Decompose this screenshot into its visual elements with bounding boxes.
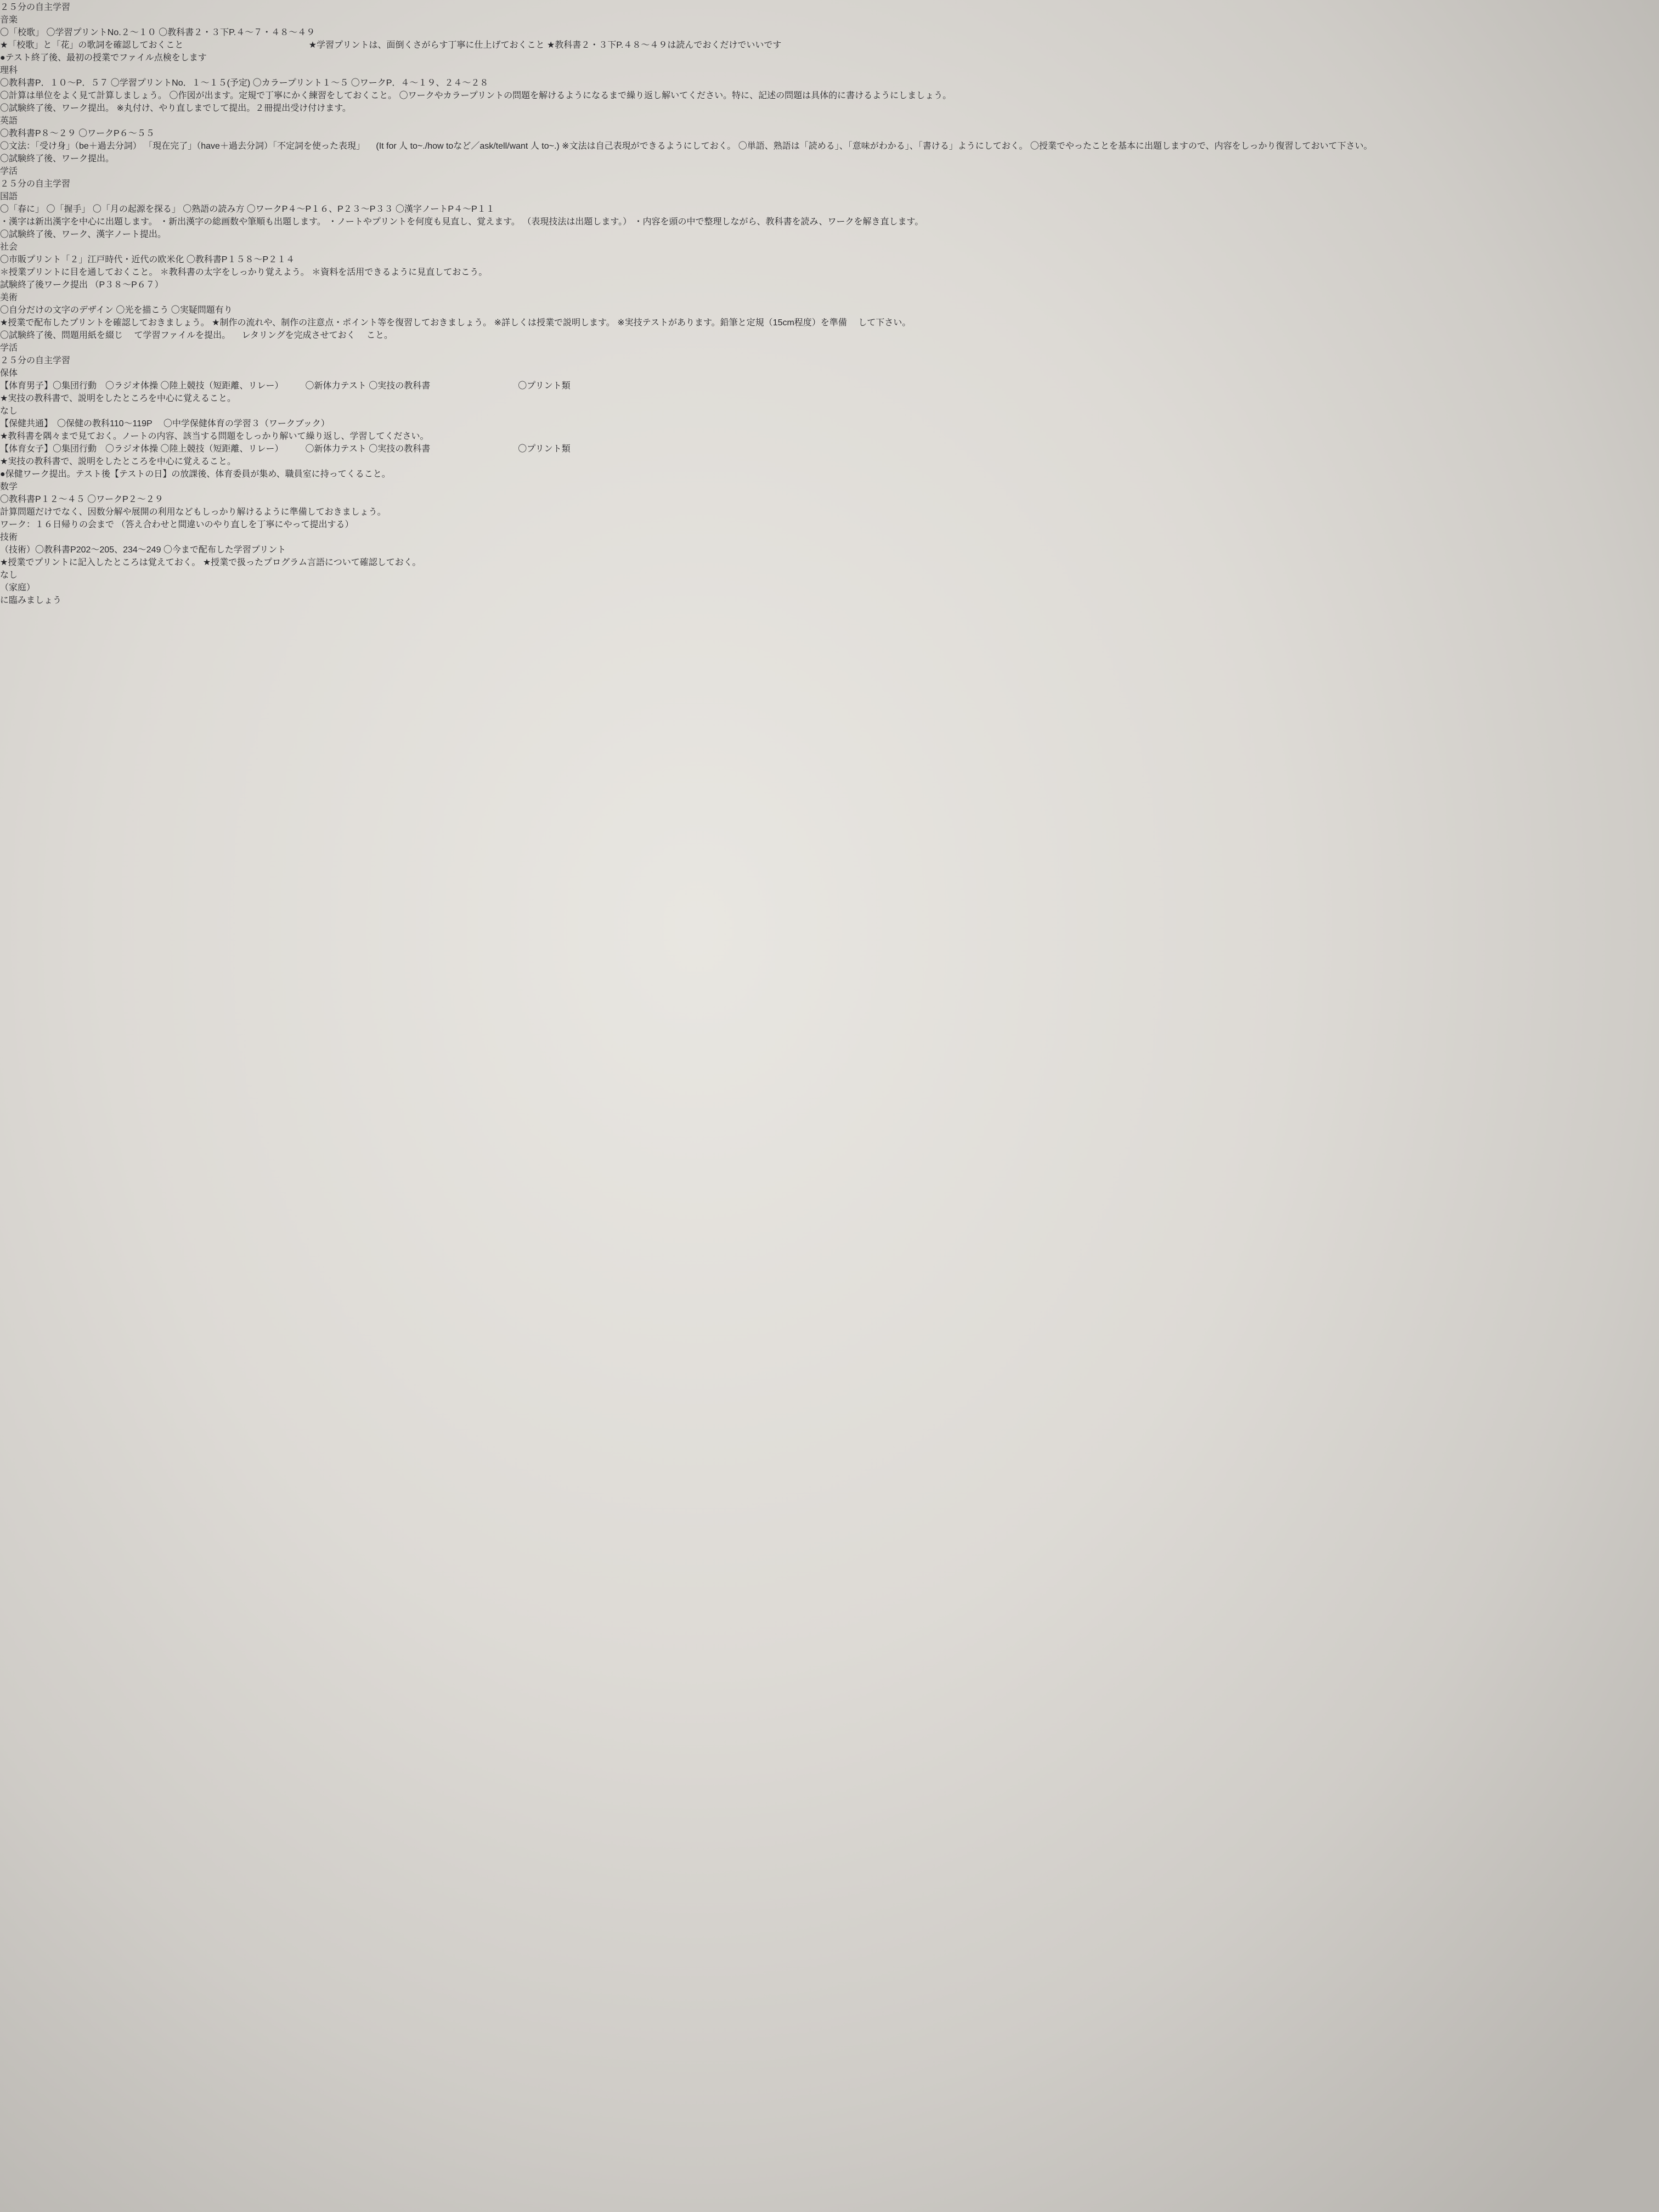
- home-ec-subrow: [0, 580, 1659, 593]
- japanese-notes: ・漢字は新出漢字を中心に出題します。 ・新出漢字の総画数や筆順も出題します。 ・ノートやプリントを何度も見直し、覚えます。 （表現技法は出題します。） ・内容を頭の中で整理しながら、教科書を読み、ワークを解き直します。: [0, 217, 924, 227]
- pe-girls-submission: ●保健ワーク提出。テスト後【テストの日】の放課後、体育委員が集め、職員室に持ってくること。: [0, 470, 391, 479]
- study-plan-table: [0, 0, 1659, 593]
- home-ec-heading: （家庭）: [0, 583, 36, 592]
- subject-label-music: 音楽: [0, 15, 18, 25]
- subject-label-japanese: 国語: [0, 192, 18, 201]
- health-common-heading: 【保健共通】: [0, 419, 49, 428]
- table-row-art: [0, 290, 1659, 341]
- science-submission: 〇試験終了後、ワーク提出。 ※丸付け、やり直しまでして提出。２冊提出受け付けます。: [0, 104, 351, 113]
- pe-girls-notes: ★実技の教科書で、説明をしたところを中心に覚えること。: [0, 457, 236, 466]
- tech-subrow: [0, 543, 1659, 580]
- pe-boys-submission: なし: [0, 407, 18, 416]
- japanese-submission: 〇試験終了後、ワーク、漢字ノート提出。: [0, 230, 166, 239]
- table-row-technology: [0, 530, 1659, 593]
- art-notes: ★授業で配布したプリントを確認しておきましょう。 ★制作の流れや、制作の注意点・ポイント等を復習しておきましょう。 ※詳しくは授業で説明します。 ※実技テストがあります。鉛筆と定規（15cm程度）を準備 して下さい。: [0, 318, 911, 328]
- wood-desk-corner: [1511, 0, 1659, 527]
- table-row-english: [0, 114, 1659, 164]
- subject-label-science: 理科: [0, 66, 18, 75]
- table-row-music: [0, 13, 1659, 63]
- table-row-japanese: [0, 189, 1659, 240]
- pe-boys-notes: ★実技の教科書で、説明をしたところを中心に覚えること。: [0, 394, 236, 403]
- subject-label-english: 英語: [0, 116, 18, 126]
- banner-row-gakkatsu-1: [0, 164, 1659, 189]
- science-materials: 〇教科書P．１０～P．５７ 〇学習プリントNo．１～１５(予定) 〇カラープリント１～５ 〇ワークP．４～１９、２４～２８: [0, 78, 489, 88]
- cut-off-bottom-text: に臨みましょう: [0, 596, 62, 605]
- pe-boys-materials: 〇集団行動 〇ラジオ体操 〇陸上競技（短距離、リレー） 〇新体力テスト 〇実技の教科書 〇プリント類: [53, 381, 571, 391]
- social-materials: 〇市販プリント「２」江戸時代・近代の欧米化 〇教科書P１５８～P２１４: [0, 255, 295, 264]
- subject-label-gakkatsu-1: 学活: [0, 167, 18, 176]
- music-submission: ●テスト終了後、最初の授業でファイル点検をします: [0, 53, 207, 63]
- art-submission: 〇試験終了後、問題用紙を綴じ て学習ファイルを提出。 レタリングを完成させておく こと。: [0, 331, 393, 340]
- art-materials: 〇自分だけの文字のデザイン 〇光を描こう 〇実疑問題有り: [0, 306, 233, 315]
- math-submission: ワーク：１６日帰りの会まで （答え合わせと間違いのやり直しを丁寧にやって提出する）: [0, 520, 354, 529]
- japanese-materials: 〇「春に」 〇「握手」 〇「月の起源を探る」 〇熟語の読み方 〇ワークP４～P１６、P２３～P３３ 〇漢字ノートP４～P１１: [0, 205, 495, 214]
- tech-notes: ★授業でプリントに記入したところは覚えておく。 ★授業で扱ったプログラム言語について確認しておく。: [0, 558, 421, 567]
- tech-submission: なし: [0, 571, 18, 580]
- pe-girls-heading: 【体育女子】: [0, 444, 53, 454]
- music-notes: ★「校歌」と「花」の歌詞を確認しておくこと ★学習プリントは、面倒くさがらす丁寧に仕上げておくこと ★教科書２・３下P.４８～４９は読んでおくだけでいいです: [0, 41, 782, 50]
- table-row-science: [0, 63, 1659, 114]
- table-row-health-pe: [0, 366, 1659, 479]
- self-study-banner-2: ２５分の自主学習: [0, 179, 71, 189]
- subject-label-art: 美術: [0, 293, 18, 302]
- table-row-math: [0, 479, 1659, 530]
- table-row-social-studies: [0, 240, 1659, 290]
- subject-label-technology: 技術: [0, 533, 18, 542]
- self-study-banner-3: ２５分の自主学習: [0, 356, 71, 365]
- science-notes: 〇計算は単位をよく見て計算しましょう。 〇作図が出ます。定規で丁寧にかく練習をしておくこと。 〇ワークやカラープリントの問題を解けるようになるまで繰り返し解いてください。特に、記述の問題は具体的に書けるようにしましょう。: [0, 91, 952, 100]
- pe-boys-subrow: [0, 379, 1659, 416]
- subject-label-gakkatsu-2: 学活: [0, 343, 18, 353]
- subject-label-math: 数学: [0, 482, 18, 492]
- english-materials: 〇教科書P８～２９ 〇ワークP６～５５: [0, 129, 155, 138]
- social-submission: 試験終了後ワーク提出 （P３８～P６７）: [0, 280, 163, 290]
- tech-heading: （技術）: [0, 545, 36, 555]
- banner-row-gakkatsu-2: [0, 341, 1659, 366]
- health-common-notes: ★教科書を隅々まで見ておく。ノートの内容、該当する問題をしっかり解いて繰り返し、学習してください。: [0, 432, 429, 441]
- english-submission: 〇試験終了後、ワーク提出。: [0, 154, 115, 163]
- english-notes: 〇文法：「受け身」（be＋過去分詞） 「現在完了」（have＋過去分詞）「不定詞を使った表現」 (It for 人 to~./how toなど／ask/tell/want 人 to~.) ※文法は自己表現ができるようにしておく。 〇単語、熟語は「読める」、「意味がわかる」、「書ける」ようにしておく。 〇授業でやったことを基本に出題しますので、内容をしっかり復習しておいて下さい。: [0, 142, 1373, 151]
- music-materials: 〇「校歌」 〇学習プリントNo.２～１０ 〇教科書２・３下P.４～７・４８～４９: [0, 28, 315, 37]
- pe-girls-materials: 〇集団行動 〇ラジオ体操 〇陸上競技（短距離、リレー） 〇新体力テスト 〇実技の教科書 〇プリント類: [53, 444, 571, 454]
- social-notes: ＊授業プリントに目を通しておくこと。 ＊教科書の太字をしっかり覚えよう。 ＊資料を活用できるように見直しておこう。: [0, 268, 488, 277]
- pe-boys-heading: 【体育男子】: [0, 381, 53, 391]
- subject-label-social: 社会: [0, 242, 18, 252]
- tech-materials: 〇教科書P202～205、234～249 〇今まで配布した学習プリント: [35, 545, 286, 555]
- math-notes: 計算問題だけでなく、因数分解や展開の利用などもしっかり解けるように準備しておきましょう。: [0, 507, 386, 517]
- paper-sheet: [0, 0, 1659, 593]
- banner-row-top: [0, 0, 1659, 13]
- pe-girls-subrow: [0, 442, 1659, 479]
- math-materials: 〇教科書P１２～４５ 〇ワークP２～２９: [0, 495, 163, 504]
- health-common-materials: 〇保健の教科110～119P 〇中学保健体育の学習３（ワークブック）: [48, 419, 330, 428]
- self-study-banner: ２５分の自主学習: [0, 3, 71, 12]
- subject-label-health-pe: 保体: [0, 369, 18, 378]
- health-common-subrow: [0, 416, 1659, 442]
